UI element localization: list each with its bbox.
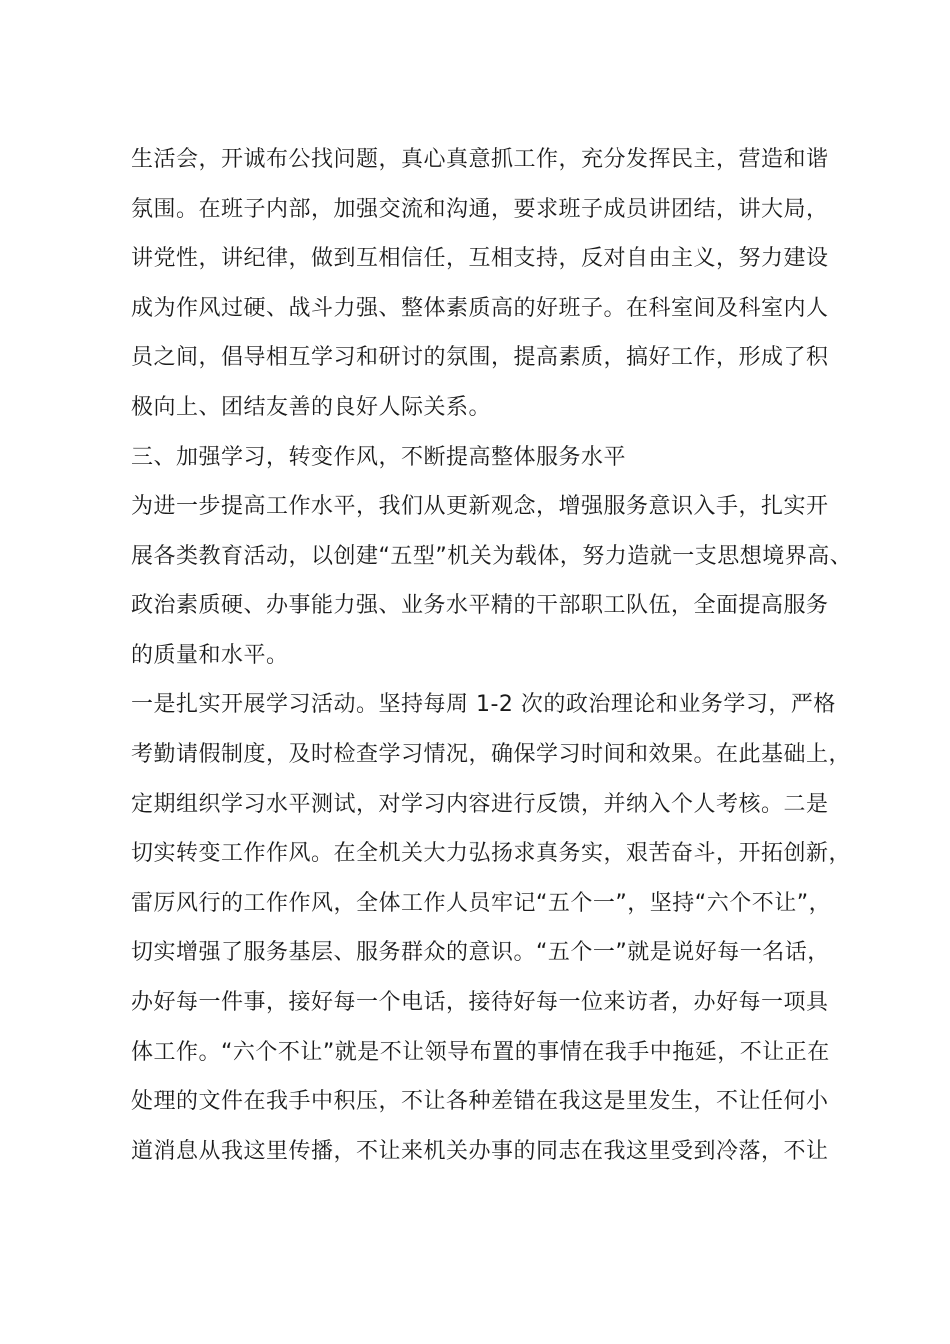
text-line: 氛围。在班子内部，加强交流和沟通，要求班子成员讲团结，讲大局， xyxy=(131,197,829,222)
text-line: 生活会，开诚布公找问题，真心真意抓工作，充分发挥民主，营造和谐 xyxy=(131,147,829,172)
text-line: 办好每一件事，接好每一个电话，接待好每一位来访者，办好每一项具 xyxy=(131,990,829,1015)
text-line: 为进一步提高工作水平，我们从更新观念，增强服务意识入手，扎实开 xyxy=(131,494,829,519)
text-line: 的质量和水平。 xyxy=(131,643,289,668)
text-line: 处理的文件在我手中积压，不让各种差错在我这是里发生，不让任何小 xyxy=(131,1089,829,1114)
text-line: 讲党性，讲纪律，做到互相信任，互相支持，反对自由主义，努力建设 xyxy=(131,246,829,271)
text-line: 考勤请假制度，及时检查学习情况，确保学习时间和效果。在此基础上， xyxy=(131,742,852,767)
text-line: 员之间，倡导相互学习和研讨的氛围，提高素质，搞好工作，形成了积 xyxy=(131,345,829,370)
text-line: 展各类教育活动，以创建“五型”机关为载体，努力造就一支思想境界高、 xyxy=(131,544,853,569)
text-line: 一是扎实开展学习活动。坚持每周 1-2 次的政治理论和业务学习，严格 xyxy=(131,692,836,717)
text-line: 定期组织学习水平测试，对学习内容进行反馈，并纳入个人考核。二是 xyxy=(131,792,829,817)
text-line: 切实转变工作作风。在全机关大力弘扬求真务实，艰苦奋斗，开拓创新， xyxy=(131,841,852,866)
section-heading: 三、加强学习，转变作风，不断提高整体服务水平 xyxy=(131,445,627,470)
text-line: 成为作风过硬、战斗力强、整体素质高的好班子。在科室间及科室内人 xyxy=(131,296,829,321)
text-line: 道消息从我这里传播，不让来机关办事的同志在我这里受到冷落，不让 xyxy=(131,1139,829,1164)
text-line: 体工作。“六个不让”就是不让领导布置的事情在我手中拖延，不让正在 xyxy=(131,1040,830,1065)
text-line: 政治素质硬、办事能力强、业务水平精的干部职工队伍，全面提高服务 xyxy=(131,593,829,618)
text-line: 切实增强了服务基层、服务群众的意识。“五个一”就是说好每一名话， xyxy=(131,940,830,965)
text-line: 雷厉风行的工作作风，全体工作人员牢记“五个一”，坚持“六个不让”， xyxy=(131,891,832,916)
text-line: 极向上、团结友善的良好人际关系。 xyxy=(131,395,492,420)
